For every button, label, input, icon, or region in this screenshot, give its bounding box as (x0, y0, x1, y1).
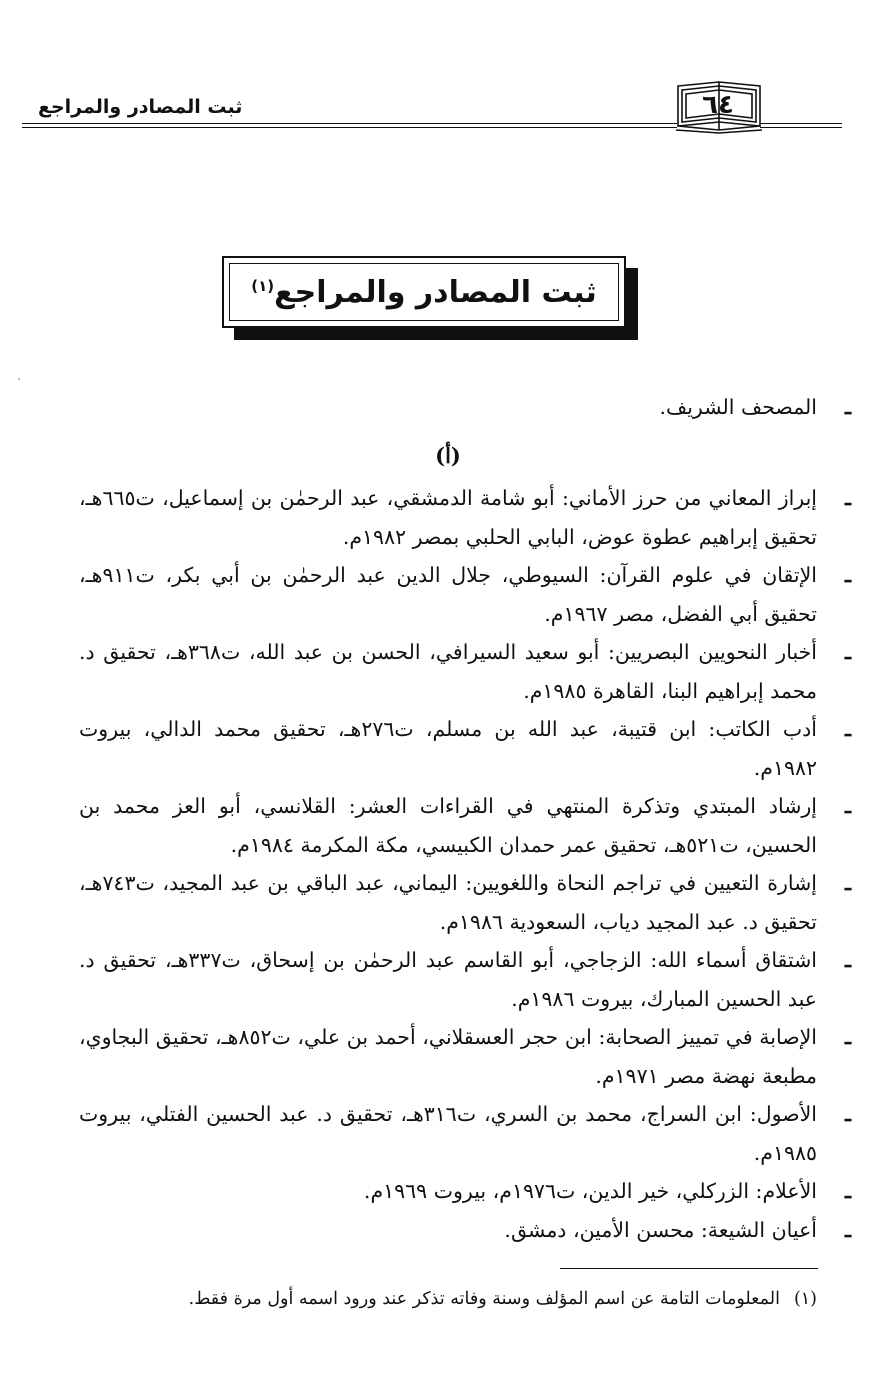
entry-dash: ـ (844, 640, 851, 664)
margin-speck (18, 378, 20, 380)
entry-text: إبراز المعاني من حرز الأماني: أبو شامة الدمشقي، عبد الرحمٰن بن إسماعيل، ت٦٦٥هـ، تحقيق إبراهيم عطوة عوض، البابي الحلبي بمصر ١٩٨٢م. (79, 486, 817, 549)
list-item (79, 864, 851, 941)
list-item (79, 710, 851, 787)
chapter-footnote-ref: (١) (251, 276, 275, 295)
list-item (79, 633, 851, 710)
entry-text: الإتقان في علوم القرآن: السيوطي، جلال الدين عبد الرحمٰن بن أبي بكر، ت٩١١هـ، تحقيق أبي الفضل، مصر ١٩٦٧م. (79, 563, 817, 626)
list-item (79, 388, 851, 427)
entry-text: أدب الكاتب: ابن قتيبة، عبد الله بن مسلم، ت٢٧٦هـ، تحقيق محمد الدالي، بيروت ١٩٨٢م. (79, 717, 817, 780)
list-item (79, 1018, 851, 1095)
entry-dash: ـ (844, 871, 851, 895)
footnote-separator (560, 1268, 818, 1269)
header-rule (760, 127, 842, 128)
list-item (79, 479, 851, 556)
header-rule (22, 123, 677, 124)
chapter-title-box (222, 256, 626, 328)
entry-dash: ـ (844, 1102, 851, 1126)
list-item (79, 1211, 851, 1250)
entry-dash: ـ (844, 1025, 851, 1049)
entry-dash: ـ (844, 1179, 851, 1203)
list-item (79, 556, 851, 633)
footnote-mark: (١) (793, 1289, 817, 1309)
entry-text: أعيان الشيعة: محسن الأمين، دمشق. (504, 1217, 817, 1242)
list-item (79, 787, 851, 864)
header-rule (22, 127, 677, 128)
list-item (79, 1095, 851, 1172)
running-title: ثبت المصادر والمراجع (38, 96, 243, 118)
page-number: ٦٤ (702, 90, 734, 120)
section-letter: (أ) (435, 442, 461, 468)
entry-dash: ـ (844, 948, 851, 972)
entry-dash: ـ (844, 563, 851, 587)
footnote-text: المعلومات التامة عن اسم المؤلف وسنة وفاته تذكر عند ورود اسمه أول مرة فقط. (188, 1289, 780, 1309)
header-rule (760, 123, 842, 124)
entry-dash: ـ (844, 717, 851, 741)
entry-text: أخبار النحويين البصريين: أبو سعيد السيرافي، الحسن بن عبد الله، ت٣٦٨هـ، تحقيق د. محمد إبراهيم البنا، القاهرة ١٩٨٥م. (79, 640, 817, 703)
entry-text: المصحف الشريف. (659, 395, 817, 419)
chapter-title (251, 275, 597, 310)
entry-text: إرشاد المبتدي وتذكرة المنتهي في القراءات العشر: القلانسي، أبو العز محمد بن الحسين، ت٥٢١هـ، تحقيق عمر حمدان الكبيسي، مكة المكرمة ١٩٨٤م. (79, 794, 817, 857)
footnote (57, 1286, 817, 1312)
entry-dash: ـ (844, 794, 851, 818)
entry-dash: ـ (844, 395, 851, 419)
list-item (79, 1172, 851, 1211)
entry-text: اشتقاق أسماء الله: الزجاجي، أبو القاسم عبد الرحمٰن بن إسحاق، ت٣٣٧هـ، تحقيق د. عبد الحسين المبارك، بيروت ١٩٨٦م. (79, 948, 817, 1011)
entry-text: الإصابة في تمييز الصحابة: ابن حجر العسقلاني، أحمد بن علي، ت٨٥٢هـ، تحقيق البجاوي، مطبعة نهضة مصر ١٩٧١م. (79, 1025, 817, 1088)
list-item (79, 941, 851, 1018)
entry-dash: ـ (844, 1217, 851, 1242)
entry-text: الأعلام: الزركلي، خير الدين، ت١٩٧٦م، بيروت ١٩٦٩م. (363, 1179, 817, 1203)
bibliography-list (79, 388, 851, 1249)
entry-dash: ـ (844, 486, 851, 510)
chapter-title-text: ثبت المصادر والمراجع (274, 274, 597, 310)
entry-text: إشارة التعيين في تراجم النحاة واللغويين: اليماني، عبد الباقي بن عبد المجيد، ت٧٤٣هـ، تحقيق د. عبد المجيد دياب، السعودية ١٩٨٦م. (79, 871, 817, 934)
entry-text: الأصول: ابن السراج، محمد بن السري، ت٣١٦هـ، تحقيق د. عبد الحسين الفتلي، بيروت ١٩٨٥م. (79, 1102, 817, 1165)
